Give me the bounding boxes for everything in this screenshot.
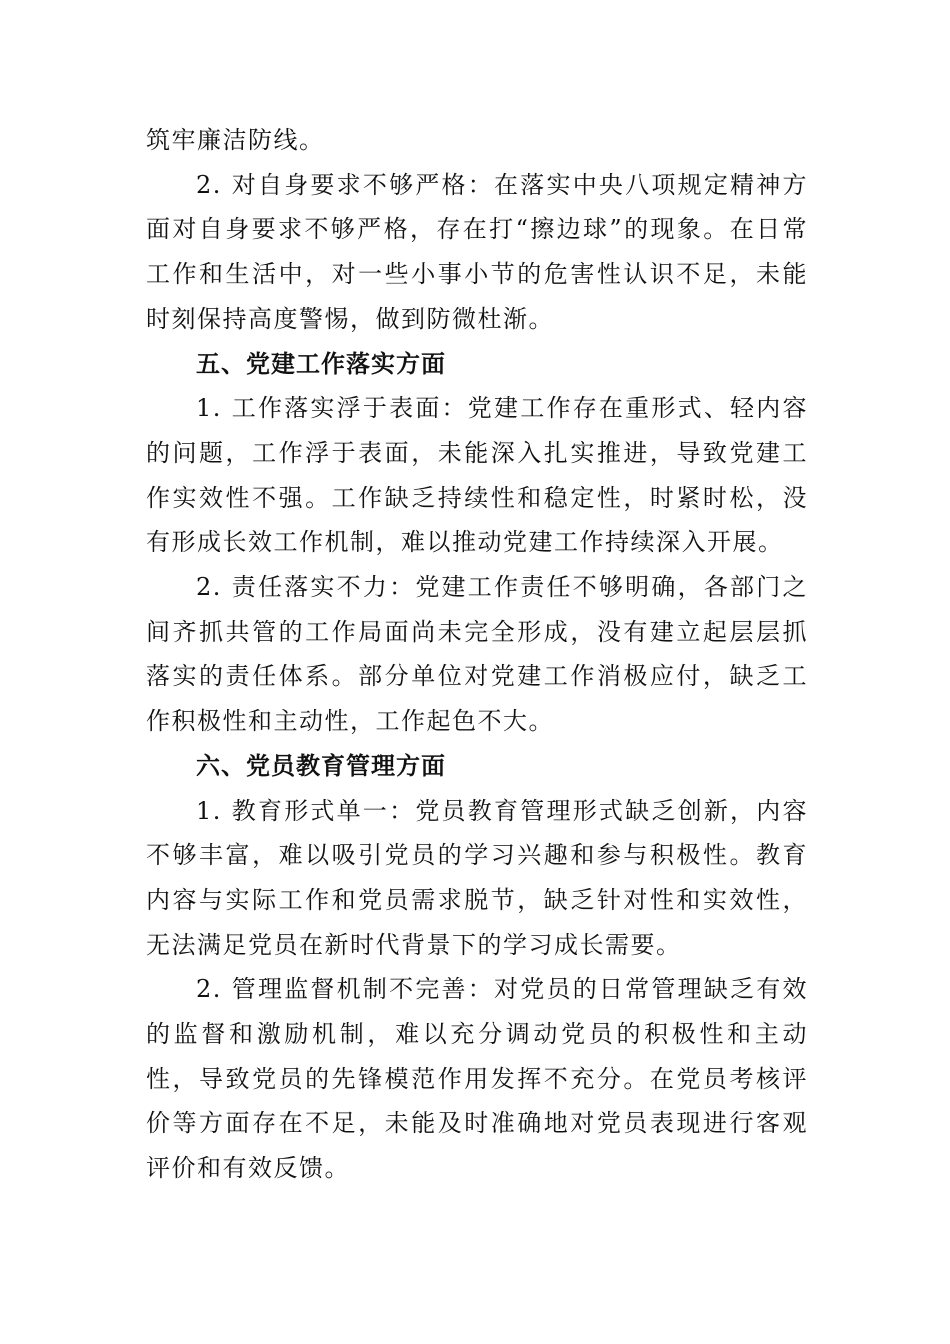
paragraph-continuation: 筑牢廉洁防线。	[146, 126, 325, 154]
paragraph-self-requirement: 2. 对自身要求不够严格：在落实中央八项规定精神方面对自身要求不够严格，存在打“擦边球”的现象。在日常工作和生活中，对一些小事小节的危害性认识不足，未能时刻保持高度警惕，做到防微杜渐。	[146, 170, 808, 333]
section-heading-party-building: 五、党建工作落实方面	[196, 349, 446, 378]
paragraph-work-implementation: 1. 工作落实浮于表面：党建工作存在重形式、轻内容的问题，工作浮于表面，未能深入扎实推进，导致党建工作实效性不强。工作缺乏持续性和稳定性，时紧时松，没有形成长效工作机制，难以推动党建工作持续深入开展。	[146, 394, 808, 557]
paragraph-supervision-mechanism: 2. 管理监督机制不完善：对党员的日常管理缺乏有效的监督和激励机制，难以充分调动党员的积极性和主动性，导致党员的先锋模范作用发挥不充分。在党员考核评价等方面存在不足，未能及时准确地对党员表现进行客观评价和有效反馈。	[146, 975, 808, 1183]
section-heading-member-education: 六、党员教育管理方面	[196, 751, 446, 780]
document-body	[146, 118, 808, 1191]
paragraph-responsibility: 2. 责任落实不力：党建工作责任不够明确，各部门之间齐抓共管的工作局面尚未完全形成，没有建立起层层抓落实的责任体系。部分单位对党建工作消极应付，缺乏工作积极性和主动性，工作起色不大。	[146, 573, 808, 736]
paragraph-education-form: 1. 教育形式单一：党员教育管理形式缺乏创新，内容不够丰富，难以吸引党员的学习兴趣和参与积极性。教育内容与实际工作和党员需求脱节，缺乏针对性和实效性，无法满足党员在新时代背景下的学习成长需要。	[146, 796, 808, 959]
